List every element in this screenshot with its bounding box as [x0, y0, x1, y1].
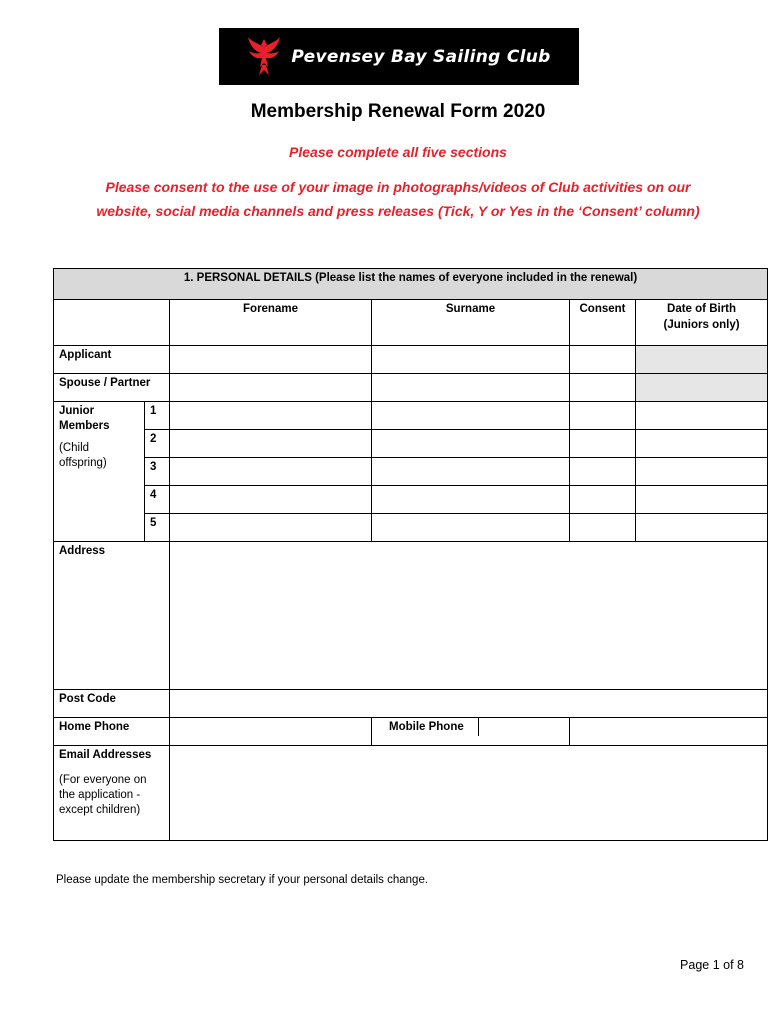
child-line1: (Child — [59, 442, 90, 454]
junior-1-consent-field[interactable] — [570, 402, 636, 430]
junior-2-surname-field[interactable] — [372, 430, 570, 458]
header-blank-cell — [54, 300, 170, 346]
junior-3-forename-field[interactable] — [170, 458, 372, 486]
junior-number: 5 — [145, 514, 170, 542]
postcode-field[interactable] — [170, 690, 768, 718]
junior-1-forename-field[interactable] — [170, 402, 372, 430]
email-label: Email Addresses — [59, 749, 152, 761]
address-field[interactable] — [170, 542, 768, 690]
mobile-phone-field[interactable] — [570, 718, 768, 746]
email-label-cell — [54, 746, 170, 841]
junior-3-consent-field[interactable] — [570, 458, 636, 486]
junior-line1: Junior — [59, 405, 95, 417]
spouse-label: Spouse / Partner — [54, 374, 170, 402]
junior-number: 2 — [145, 430, 170, 458]
phoenix-icon — [247, 35, 281, 79]
logo-text: Pevensey Bay Sailing Club — [291, 46, 551, 67]
junior-3-surname-field[interactable] — [372, 458, 570, 486]
junior-5-forename-field[interactable] — [170, 514, 372, 542]
email-field[interactable] — [170, 746, 768, 841]
junior-number: 3 — [145, 458, 170, 486]
club-logo — [219, 28, 579, 85]
dob-header-line2: (Juniors only) — [663, 319, 740, 331]
applicant-surname-field[interactable] — [372, 346, 570, 374]
junior-number: 4 — [145, 486, 170, 514]
junior-5-surname-field[interactable] — [372, 514, 570, 542]
mobile-phone-label: Mobile Phone — [372, 718, 479, 736]
address-label: Address — [54, 542, 170, 690]
junior-1-surname-field[interactable] — [372, 402, 570, 430]
spouse-consent-field[interactable] — [570, 374, 636, 402]
email-note-line1: (For everyone on — [59, 774, 147, 786]
junior-4-surname-field[interactable] — [372, 486, 570, 514]
spouse-dob-shaded — [636, 374, 768, 402]
applicant-consent-field[interactable] — [570, 346, 636, 374]
junior-2-dob-field[interactable] — [636, 430, 768, 458]
postcode-label: Post Code — [54, 690, 170, 718]
junior-members-label — [54, 402, 145, 542]
footnote: Please update the membership secretary if your personal details change. — [56, 874, 429, 886]
surname-header: Surname — [372, 300, 570, 346]
email-note-line3: except children) — [59, 804, 141, 816]
dob-header-line1: Date of Birth — [667, 303, 737, 315]
junior-2-forename-field[interactable] — [170, 430, 372, 458]
page-title: Membership Renewal Form 2020 — [250, 101, 546, 122]
applicant-forename-field[interactable] — [170, 346, 372, 374]
junior-3-dob-field[interactable] — [636, 458, 768, 486]
junior-5-dob-field[interactable] — [636, 514, 768, 542]
applicant-label: Applicant — [54, 346, 170, 374]
forename-header: Forename — [170, 300, 372, 346]
junior-2-consent-field[interactable] — [570, 430, 636, 458]
section-heading: 1. PERSONAL DETAILS (Please list the names of everyone included in the renewal) — [54, 269, 768, 300]
personal-details-table — [53, 268, 768, 841]
junior-number: 1 — [145, 402, 170, 430]
instruction-sections: Please complete all five sections — [289, 144, 507, 160]
instruction-consent — [0, 175, 770, 223]
spouse-forename-field[interactable] — [170, 374, 372, 402]
junior-4-dob-field[interactable] — [636, 486, 768, 514]
page-number: Page 1 of 8 — [680, 958, 744, 972]
mobile-phone-field-left[interactable] — [479, 718, 569, 736]
instruction-consent-line2: website, social media channels and press releases (Tick, Y or Yes in the ‘Consent’ column) — [96, 203, 700, 219]
junior-4-consent-field[interactable] — [570, 486, 636, 514]
junior-5-consent-field[interactable] — [570, 514, 636, 542]
spouse-surname-field[interactable] — [372, 374, 570, 402]
dob-header — [636, 300, 768, 346]
home-phone-label: Home Phone — [54, 718, 170, 746]
child-line2: offspring) — [59, 457, 107, 469]
junior-1-dob-field[interactable] — [636, 402, 768, 430]
junior-4-forename-field[interactable] — [170, 486, 372, 514]
home-phone-field[interactable] — [170, 718, 372, 746]
consent-header: Consent — [570, 300, 636, 346]
applicant-dob-shaded — [636, 346, 768, 374]
instruction-consent-line1: Please consent to the use of your image in photographs/videos of Club activities on our — [105, 179, 691, 195]
junior-line2: Members — [59, 420, 110, 432]
email-note-line2: the application - — [59, 789, 141, 801]
